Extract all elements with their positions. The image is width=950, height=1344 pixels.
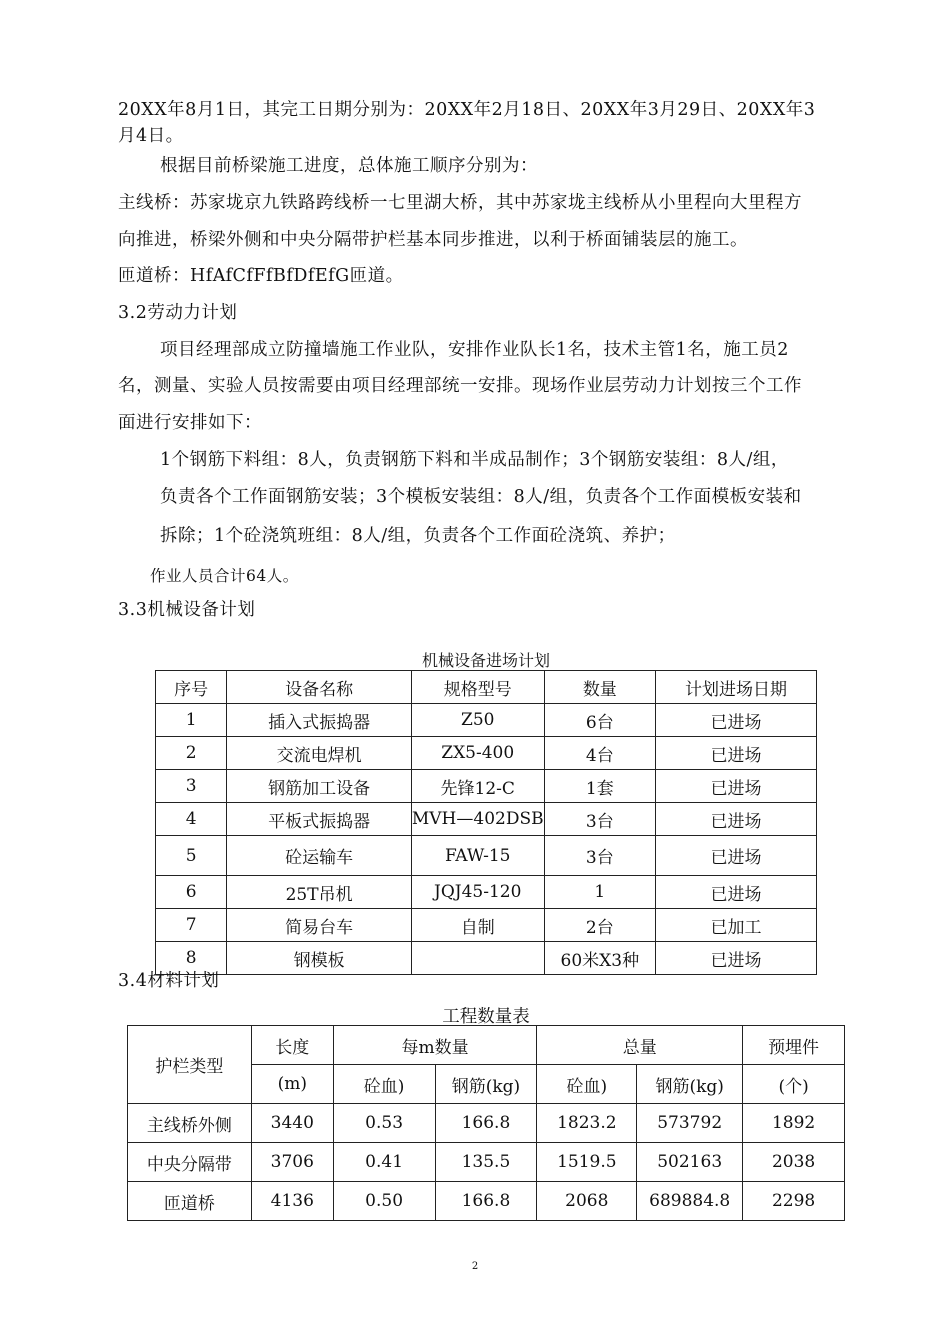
table-cell: 3440 [251, 1104, 333, 1143]
table-cell: 3台 [544, 836, 655, 876]
table-cell: MVH—402DSB [411, 803, 544, 836]
header-cell: (个) [743, 1065, 845, 1104]
para-line-4: 主线桥：苏家垅京九铁路跨线桥一七里湖大桥，其中苏家垅主线桥从小里程向大里程方 [118, 193, 802, 213]
table-cell: 25T吊机 [227, 876, 412, 909]
header-cell: 长度 [251, 1026, 333, 1065]
table-row [156, 704, 817, 737]
equipment-table-header [156, 671, 817, 704]
table-cell: 2298 [743, 1182, 845, 1221]
table-cell: 2台 [544, 909, 655, 942]
para-line-7: 项目经理部成立防撞墙施工作业队，安排作业队长1名，技术主管1名，施工员2 [160, 340, 789, 360]
section-heading-3-4: 3.4材料计划 [118, 971, 220, 991]
header-cell: 预埋件 [743, 1026, 845, 1065]
table-cell: 60米X3种 [544, 942, 655, 975]
table-cell: 3 [156, 770, 227, 803]
table-row [156, 737, 817, 770]
page-number: 2 [471, 1261, 479, 1272]
table-cell: 1519.5 [537, 1143, 637, 1182]
table-cell: 6 [156, 876, 227, 909]
table-cell: 4 [156, 803, 227, 836]
table-cell: 573792 [637, 1104, 743, 1143]
table-cell: 6台 [544, 704, 655, 737]
table-cell: 交流电焊机 [227, 737, 412, 770]
table-cell: JQJ45-120 [411, 876, 544, 909]
table-cell: 0.53 [333, 1104, 435, 1143]
table-cell: 插入式振捣器 [227, 704, 412, 737]
para-line-1: 20XX年8月1日，其完工日期分别为：20XX年2月18日、20XX年3月29日、20XX年3 [118, 100, 816, 120]
table-cell: 0.41 [333, 1143, 435, 1182]
table-cell: FAW-15 [411, 836, 544, 876]
para-line-5: 向推进，桥梁外侧和中央分隔带护栏基本同步推进，以利于桥面铺装层的施工。 [118, 230, 748, 250]
table-cell: 166.8 [435, 1104, 537, 1143]
header-cell: 钢筋(kg) [637, 1065, 743, 1104]
header-cell: 设备名称 [227, 671, 412, 704]
header-cell: 计划进场日期 [656, 671, 817, 704]
table-cell: 自制 [411, 909, 544, 942]
header-cell: 数量 [544, 671, 655, 704]
table-cell: 3台 [544, 803, 655, 836]
table-row [156, 803, 817, 836]
table-row [156, 770, 817, 803]
table-row [156, 909, 817, 942]
table-cell: 主线桥外侧 [128, 1104, 252, 1143]
table-cell: 7 [156, 909, 227, 942]
header-cell: 每m数量 [333, 1026, 537, 1065]
table-cell: 5 [156, 836, 227, 876]
table-row [156, 942, 817, 975]
section-heading-3-3: 3.3机械设备计划 [118, 600, 256, 620]
quantity-table-caption: 工程数量表 [442, 1007, 530, 1027]
table-cell: 166.8 [435, 1182, 537, 1221]
header-cell: 钢筋(kg) [435, 1065, 537, 1104]
para-line-12: 拆除；1个砼浇筑班组：8人/组，负责各个工作面砼浇筑、养护； [160, 526, 676, 546]
table-cell: 8 [156, 942, 227, 975]
section-heading-3-2: 3.2劳动力计划 [118, 303, 238, 323]
table-cell: 简易台车 [227, 909, 412, 942]
table-cell: 4136 [251, 1182, 333, 1221]
table-cell: 已进场 [656, 704, 817, 737]
table-cell: 1套 [544, 770, 655, 803]
header-cell: 砼血) [333, 1065, 435, 1104]
table-row [156, 876, 817, 909]
para-line-11: 负责各个工作面钢筋安装；3个模板安装组：8人/组，负责各个工作面模板安装和 [160, 487, 802, 507]
table-cell: 135.5 [435, 1143, 537, 1182]
table-cell: 1823.2 [537, 1104, 637, 1143]
table-cell: 钢筋加工设备 [227, 770, 412, 803]
table-cell: 1 [544, 876, 655, 909]
header-cell: 规格型号 [411, 671, 544, 704]
para-line-9: 面进行安排如下： [118, 413, 262, 433]
para-line-2: 月4日。 [118, 126, 184, 146]
para-line-10: 1个钢筋下料组：8人，负责钢筋下料和半成品制作；3个钢筋安装组：8人/组， [160, 450, 789, 470]
table-cell: 2 [156, 737, 227, 770]
table-cell: 4台 [544, 737, 655, 770]
header-cell: (m) [251, 1065, 333, 1104]
table-cell: 匝道桥 [128, 1182, 252, 1221]
table-row [128, 1143, 845, 1182]
table-cell: 689884.8 [637, 1182, 743, 1221]
para-line-3: 根据目前桥梁施工进度，总体施工顺序分别为： [160, 156, 538, 176]
table-cell: 已进场 [656, 737, 817, 770]
header-cell: 序号 [156, 671, 227, 704]
header-cell: 总量 [537, 1026, 743, 1065]
table-cell: Z50 [411, 704, 544, 737]
table-cell: 平板式振捣器 [227, 803, 412, 836]
table-row [128, 1104, 845, 1143]
equipment-table-caption: 机械设备进场计划 [421, 651, 550, 670]
table-cell: 钢模板 [227, 942, 412, 975]
table-cell: 已进场 [656, 876, 817, 909]
table-cell: 0.50 [333, 1182, 435, 1221]
table-cell: 中央分隔带 [128, 1143, 252, 1182]
table-cell: ZX5-400 [411, 737, 544, 770]
table-cell: 3706 [251, 1143, 333, 1182]
equipment-table [155, 670, 817, 975]
para-line-8: 名，测量、实验人员按需要由项目经理部统一安排。现场作业层劳动力计划按三个工作 [118, 376, 802, 396]
table-cell: 已加工 [656, 909, 817, 942]
table-row [128, 1182, 845, 1221]
table-cell [411, 942, 544, 975]
quantity-table-header-1 [128, 1026, 845, 1065]
table-cell: 1 [156, 704, 227, 737]
table-cell: 已进场 [656, 770, 817, 803]
table-cell: 已进场 [656, 942, 817, 975]
table-cell: 1892 [743, 1104, 845, 1143]
table-cell: 已进场 [656, 836, 817, 876]
header-cell: 护栏类型 [128, 1026, 252, 1104]
quantity-table [127, 1025, 845, 1221]
table-cell: 砼运输车 [227, 836, 412, 876]
para-line-13: 作业人员合计64人。 [150, 567, 299, 585]
table-cell: 已进场 [656, 803, 817, 836]
table-cell: 502163 [637, 1143, 743, 1182]
table-cell: 2068 [537, 1182, 637, 1221]
table-row [156, 836, 817, 876]
table-cell: 2038 [743, 1143, 845, 1182]
header-cell: 砼血) [537, 1065, 637, 1104]
para-line-6: 匝道桥：HfAfCfFfBfDfEfG匝道。 [118, 266, 404, 286]
table-cell: 先锋12-C [411, 770, 544, 803]
